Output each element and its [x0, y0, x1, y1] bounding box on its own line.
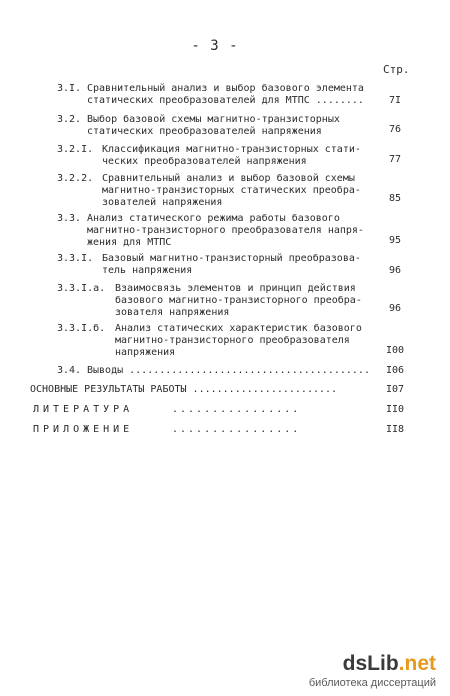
page-number: - 3 -: [191, 38, 239, 54]
toc-entry-line: тель напряжения: [102, 265, 193, 276]
toc-entry-line: зователей напряжения: [102, 197, 223, 208]
toc-entry-number: 3.3.I.: [57, 253, 94, 264]
toc-entry-line: Классификация магнитно-транзисторных стати-: [102, 144, 361, 155]
toc-entry-line: Базовый магнитно-транзисторный преобразова-: [102, 253, 361, 264]
toc-entry-number: 3.I.: [57, 83, 82, 94]
toc-entry-line: статических преобразователей напряжения: [87, 126, 322, 137]
toc-entry-line: Выбор базовой схемы магнитно-транзисторных: [87, 114, 340, 125]
toc-entry-line: Анализ статического режима работы базового: [87, 213, 340, 224]
toc-entry-number: 3.3.I.б.: [57, 323, 106, 334]
toc-entry-line: напряжения: [115, 347, 176, 358]
toc-entry-number: 3.4.: [57, 365, 82, 376]
toc-entry-line: Анализ статических характеристик базового: [115, 323, 362, 334]
toc-entry-line: ОСНОВНЫЕ РЕЗУЛЬТАТЫ РАБОТЫ ........................: [30, 384, 338, 395]
toc-entry-line: ЛИТЕРАТУРА: [33, 404, 134, 415]
toc-entry-line: Сравнительный анализ и выбор базовой схемы: [102, 173, 355, 184]
toc-page-ref: II8: [386, 424, 405, 435]
toc-entry-number: 3.3.I.а.: [57, 283, 106, 294]
toc-entry-line: статических преобразователей для МТПС ........: [87, 95, 364, 106]
page-column-header: Стр.: [383, 63, 410, 76]
toc-entry-number: 3.2.: [57, 114, 82, 125]
toc-page-ref: II0: [386, 404, 405, 415]
table-of-contents: 3.I. Сравнительный анализ и выбор базового элемента статических преобразователей для МТПС ........ 7I 3.2. Выбор базовой схемы магнитно-транзисторных статических преобразователей напряжения 76 3.2.I. Классификация магнитно-транзисторных стати- ческих преобразователей напряжения 77 3.2.2. Сравнительный анализ и выбор базовой схемы магнитно-транзисторных статических преобра- зователей напряжения 85 3.3. Анализ статического режима работы базового магнитно-транзисторного преобразователя напря- жения для МТПС 95 3.3.I. Базовый магнитно-транзисторный преобразова- тель напряжения 96 3.3.I.а. Взаимосвязь элементов и принцип действия базового магнитно-транзисторного преобра- зователя напряжения 96 3.3.I.б. Анализ статических характеристик базового магнитно-транзисторного преобразователя напряжения I00 3.4. Выводы ........................................ I06 ОСНОВНЫЕ РЕЗУЛЬТАТЫ РАБОТЫ ........................ I07 ЛИТЕРАТУРА ................ II0 ПРИЛОЖЕНИЕ ................ II8: [30, 83, 405, 435]
toc-entry-line: магнитно-транзисторных статических преобра-: [102, 185, 361, 196]
toc-page-ref: I06: [386, 365, 405, 376]
toc-entry-line: базового магнитно-транзисторного преобра-: [115, 295, 362, 306]
toc-entry-number: 3.3.: [57, 213, 82, 224]
toc-entry-line: магнитно-транзисторного преобразователя напря-: [87, 225, 364, 236]
toc-entry-number: 3.2.2.: [57, 173, 94, 184]
toc-entry-line: ческих преобразователей напряжения: [102, 156, 307, 167]
toc-page-ref: 95: [389, 235, 402, 246]
toc-entry-line: Сравнительный анализ и выбор базового элемента: [87, 83, 364, 94]
dslib-watermark-logo: dsLib.net: [342, 652, 436, 675]
toc-page-ref: I07: [386, 384, 405, 395]
toc-entry-line: зователя напряжения: [115, 307, 230, 318]
toc-page-ref: 76: [389, 124, 402, 135]
toc-entry-line: жения для МТПС: [87, 237, 172, 248]
toc-entry-line: Взаимосвязь элементов и принцип действия: [115, 283, 356, 294]
toc-page-ref: 77: [389, 154, 402, 165]
dslib-watermark-tagline: библиотека диссертаций: [308, 677, 436, 689]
toc-page-ref: I00: [386, 345, 405, 356]
toc-page-ref: 96: [389, 303, 402, 314]
toc-page-ref: 7I: [389, 95, 402, 106]
toc-entry-line: Выводы ........................................: [87, 365, 370, 376]
toc-entry-line: ПРИЛОЖЕНИЕ: [33, 424, 134, 435]
toc-page-ref: 85: [389, 193, 402, 204]
toc-entry-number: 3.2.I.: [57, 144, 94, 155]
toc-page-ref: 96: [389, 265, 402, 276]
toc-entry-line: магнитно-транзисторного преобразователя: [115, 335, 350, 346]
